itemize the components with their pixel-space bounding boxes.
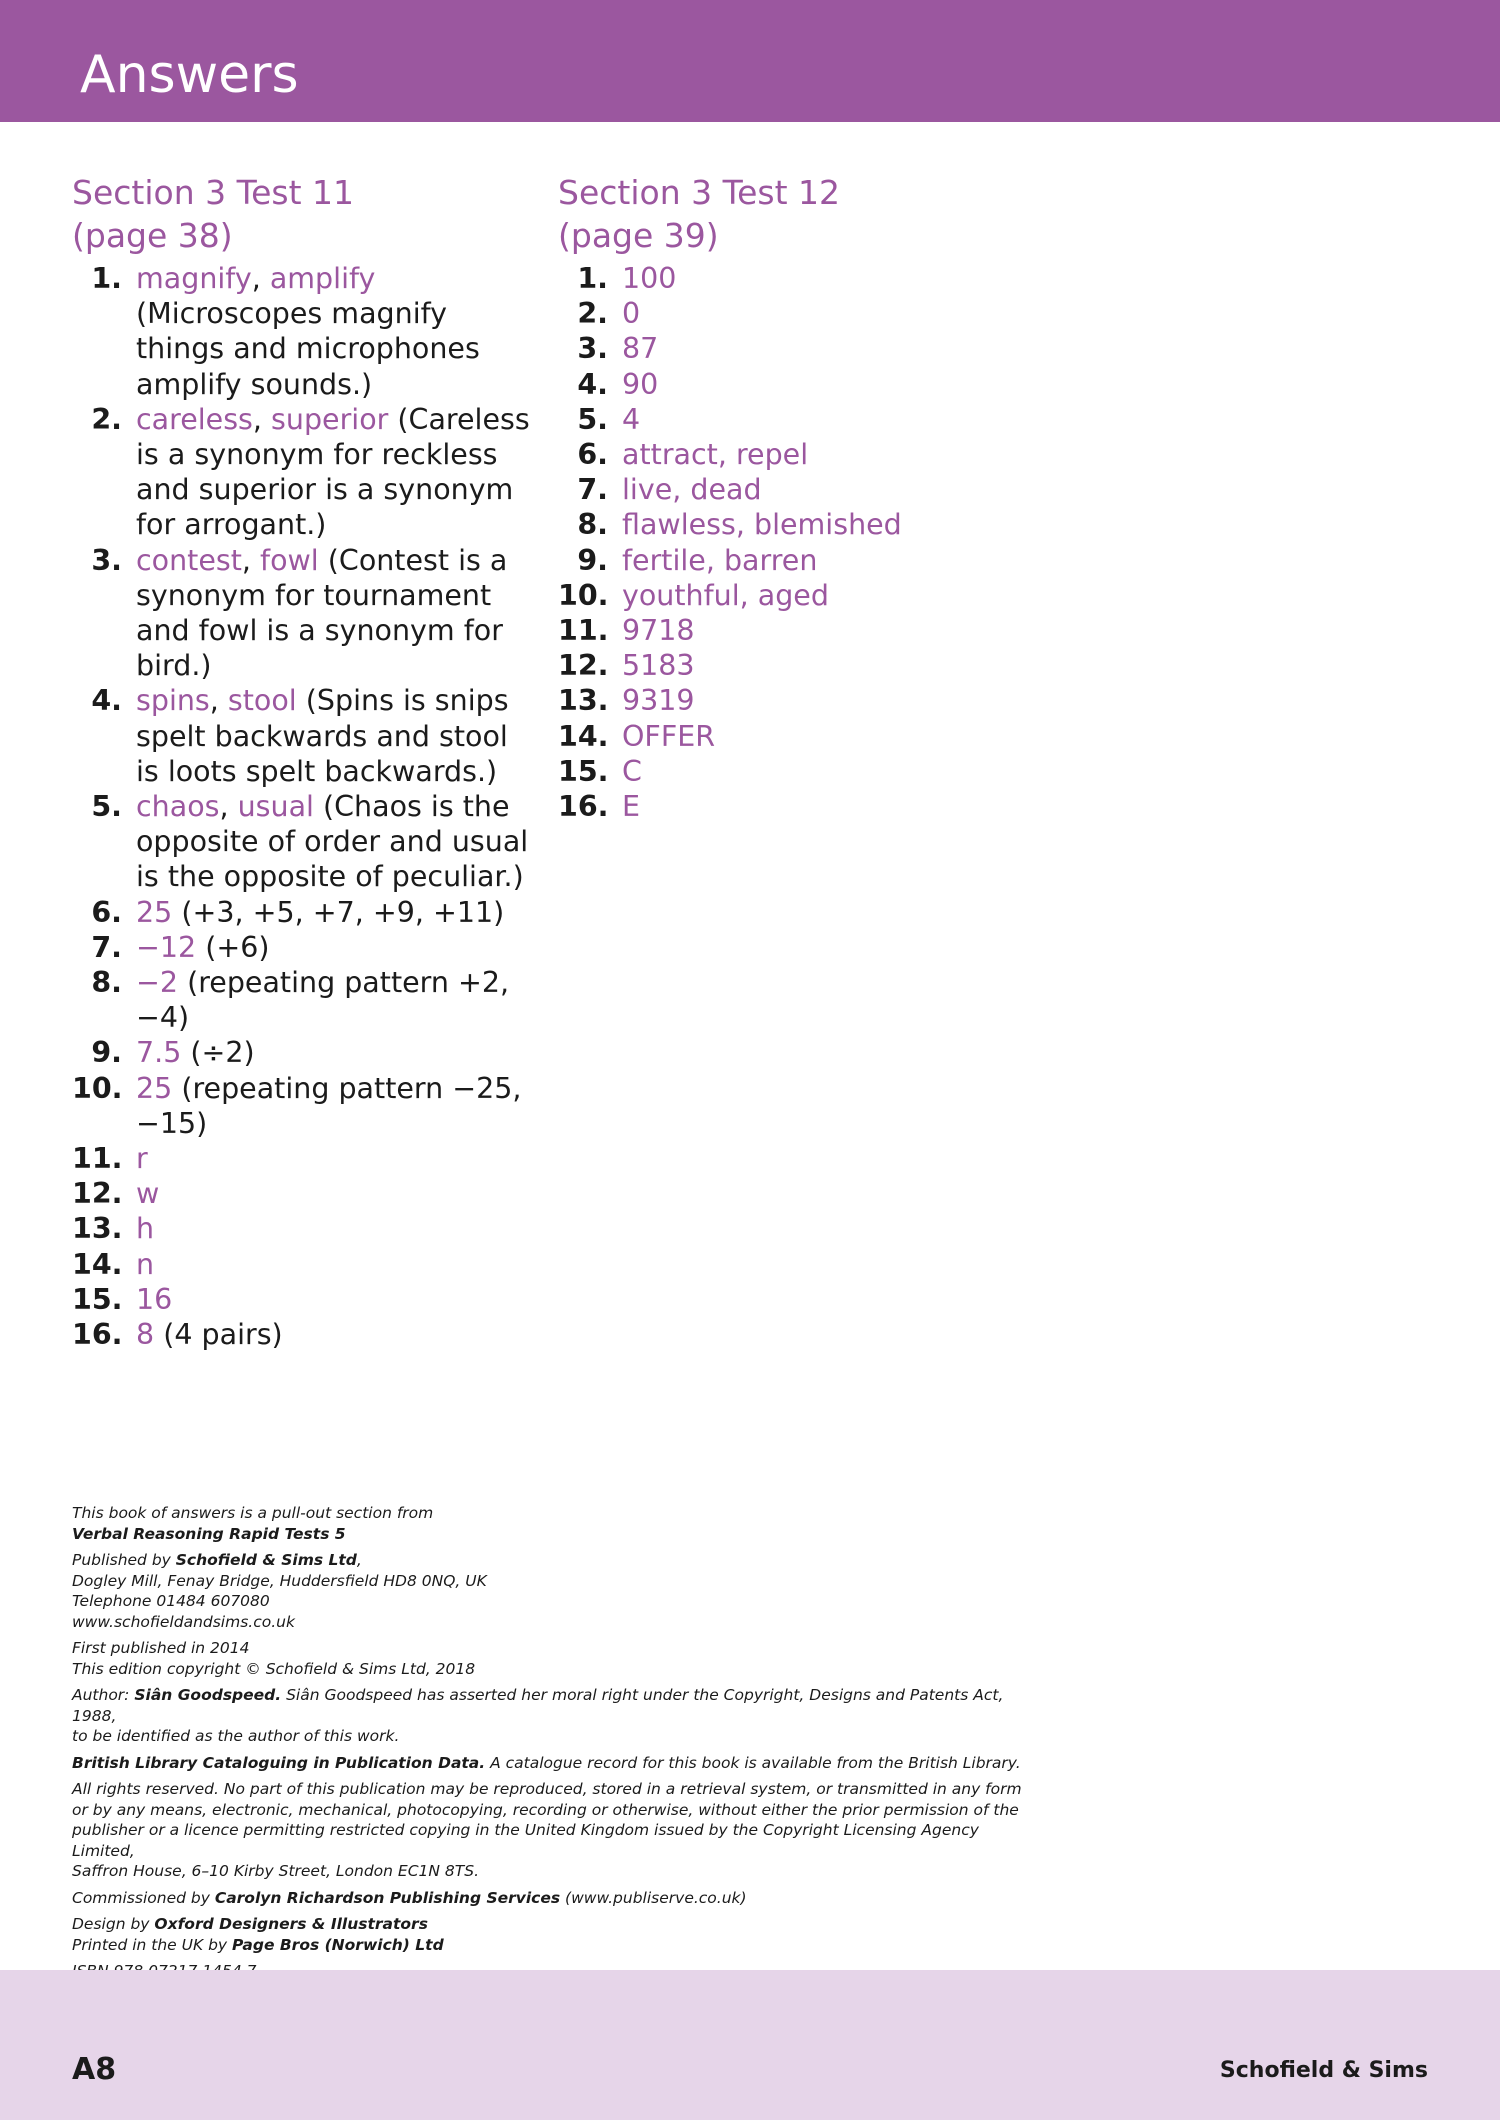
imprint-bold-text: Carolyn Richardson Publishing Services bbox=[214, 1888, 561, 1907]
answer-term: C bbox=[622, 754, 642, 788]
section-title: Section 3 Test 11 bbox=[72, 173, 355, 212]
answer-number: 15. bbox=[558, 754, 609, 788]
answer-term: 16 bbox=[136, 1282, 173, 1316]
section-test-12 bbox=[558, 168, 958, 824]
imprint-text: Design by bbox=[72, 1915, 155, 1933]
answer-term: 4 bbox=[622, 402, 641, 436]
imprint-text: This book of answers is a pull-out section from bbox=[72, 1504, 434, 1522]
publisher-logo-text: Schofield & Sims bbox=[1219, 2058, 1428, 2083]
imprint-block bbox=[72, 1503, 1032, 1988]
answer-term: flawless, blemished bbox=[622, 508, 902, 542]
book-title: Verbal Reasoning Rapid Tests 5 bbox=[72, 1524, 346, 1543]
answer-term: 87 bbox=[622, 332, 659, 366]
imprint-text: to be identified as the author of this work. bbox=[72, 1727, 400, 1745]
answer-list bbox=[558, 261, 958, 824]
answer-number: 9. bbox=[577, 543, 608, 577]
answer-number: 8. bbox=[577, 508, 608, 542]
imprint-text: A catalogue record for this book is available from the British Library. bbox=[485, 1753, 1021, 1772]
imprint-text: Published by bbox=[72, 1551, 176, 1569]
answer-item bbox=[558, 472, 958, 507]
answer-term: live, dead bbox=[622, 473, 762, 507]
imprint-copyright: This edition copyright © Schofield & Sims Ltd, 2018 bbox=[72, 1659, 476, 1678]
answer-number: 6. bbox=[91, 895, 122, 929]
section-heading bbox=[72, 171, 532, 257]
answer-number: 11. bbox=[558, 614, 609, 648]
footer-bar bbox=[0, 1970, 1500, 2120]
imprint-text: or by any means, electronic, mechanical, photocopying, recording or otherwise, without either the prior permission of the bbox=[72, 1800, 1019, 1819]
answer-number: 5. bbox=[91, 790, 122, 824]
answer-term: 9718 bbox=[622, 614, 695, 648]
answer-term: −2 bbox=[136, 966, 179, 1000]
answer-number: 10. bbox=[558, 578, 609, 612]
answer-item bbox=[558, 331, 958, 366]
answer-term: 25 bbox=[136, 895, 173, 929]
answer-item bbox=[558, 543, 958, 578]
answer-item bbox=[558, 683, 958, 718]
imprint-rights bbox=[72, 1779, 1032, 1882]
imprint-text: Printed in the UK by bbox=[72, 1935, 233, 1954]
answer-item bbox=[558, 754, 958, 789]
answer-item bbox=[558, 648, 958, 683]
answer-number: 14. bbox=[72, 1247, 123, 1281]
answer-item bbox=[558, 613, 958, 648]
imprint-source bbox=[72, 1503, 1032, 1544]
answer-explanation: (÷2) bbox=[181, 1036, 255, 1070]
imprint-edition bbox=[72, 1638, 1032, 1679]
answer-term: 100 bbox=[622, 262, 677, 295]
answer-number: 3. bbox=[577, 332, 608, 366]
answer-explanation: (repeating pattern +2, −4) bbox=[136, 966, 510, 1035]
answer-explanation: (Contest is a synonym for tournament and fowl is a synonym for bird.) bbox=[136, 543, 508, 683]
answer-term: attract, repel bbox=[622, 438, 809, 472]
answer-number: 6. bbox=[577, 438, 608, 472]
section-heading bbox=[558, 171, 958, 257]
answer-separator: , bbox=[252, 402, 272, 436]
imprint-bold-text: British Library Cataloguing in Publication Data. bbox=[72, 1753, 486, 1772]
answer-number: 16. bbox=[72, 1318, 123, 1352]
imprint-text: publisher or a licence permitting restricted copying in the United Kingdom issued by the Copyright Licensing Agency Limited, bbox=[72, 1821, 979, 1860]
imprint-text: Saffron House, 6–10 Kirby Street, London EC1N 8TS. bbox=[72, 1862, 480, 1880]
answer-item bbox=[72, 965, 532, 1035]
answer-separator: , bbox=[251, 262, 270, 295]
answer-term: superior bbox=[271, 402, 389, 436]
answer-term: 8 bbox=[136, 1318, 155, 1352]
answer-item bbox=[558, 437, 958, 472]
answer-term: stool bbox=[227, 684, 297, 718]
imprint-text: (www.publiserve.co.uk) bbox=[560, 1888, 747, 1907]
section-page-ref: (page 39) bbox=[558, 216, 719, 255]
imprint-commissioned bbox=[72, 1888, 1032, 1909]
answer-number: 7. bbox=[577, 473, 608, 507]
answer-item bbox=[72, 1071, 532, 1141]
answer-number: 2. bbox=[91, 402, 122, 436]
answer-term: h bbox=[136, 1212, 155, 1246]
imprint-text: Author: bbox=[72, 1686, 135, 1704]
answer-explanation: (Careless is a synonym for reckless and superior is a synonym for arrogant.) bbox=[136, 402, 530, 542]
answer-item bbox=[558, 261, 958, 296]
answer-explanation: (4 pairs) bbox=[154, 1318, 283, 1352]
answer-term: 9319 bbox=[622, 684, 695, 718]
answer-item bbox=[558, 578, 958, 613]
answer-term: 5183 bbox=[622, 649, 695, 683]
answer-term: usual bbox=[237, 790, 314, 824]
page-number: A8 bbox=[72, 2052, 117, 2087]
answer-item bbox=[72, 261, 532, 402]
answer-term: fowl bbox=[260, 543, 319, 577]
answer-term: n bbox=[136, 1247, 155, 1281]
answer-term: careless bbox=[136, 402, 253, 436]
imprint-bold-text: Oxford Designers & Illustrators bbox=[154, 1915, 428, 1933]
page-title: Answers bbox=[80, 45, 299, 105]
answer-item bbox=[558, 367, 958, 402]
answer-separator: , bbox=[209, 684, 228, 718]
answer-item bbox=[72, 1035, 532, 1070]
answer-explanation: (+6) bbox=[196, 930, 270, 964]
answer-number: 10. bbox=[72, 1071, 123, 1105]
imprint-cataloguing bbox=[72, 1753, 1032, 1774]
answer-item bbox=[72, 1247, 532, 1282]
author-name: Siân Goodspeed. bbox=[134, 1686, 282, 1704]
answer-number: 14. bbox=[558, 719, 609, 753]
section-title: Section 3 Test 12 bbox=[558, 173, 841, 212]
answer-term: 7.5 bbox=[136, 1036, 182, 1070]
answer-explanation: (Chaos is the opposite of order and usual is the opposite of peculiar.) bbox=[136, 790, 529, 894]
answer-number: 15. bbox=[72, 1282, 123, 1316]
answer-term: 25 bbox=[136, 1071, 173, 1105]
answer-term: chaos bbox=[136, 790, 220, 824]
answer-item bbox=[72, 683, 532, 789]
answer-item bbox=[72, 1282, 532, 1317]
imprint-text: First published in 2014 bbox=[72, 1639, 250, 1657]
answer-number: 2. bbox=[577, 297, 608, 331]
answer-item bbox=[558, 296, 958, 331]
imprint-text: All rights reserved. No part of this publication may be reproduced, stored in a retrieval system, or transmitted in any form bbox=[72, 1780, 1022, 1798]
answer-explanation: (repeating pattern −25, −15) bbox=[136, 1071, 522, 1140]
imprint-publisher bbox=[72, 1550, 1032, 1632]
imprint-bold-text: Page Bros (Norwich) Ltd bbox=[232, 1935, 444, 1954]
header-banner bbox=[0, 0, 1500, 122]
answer-term: fertile, barren bbox=[622, 543, 818, 577]
answer-item bbox=[558, 402, 958, 437]
answer-number: 9. bbox=[91, 1036, 122, 1070]
answer-number: 13. bbox=[558, 684, 609, 718]
answer-number: 4. bbox=[91, 684, 122, 718]
answer-term: −12 bbox=[136, 930, 197, 964]
answer-term: youthful, aged bbox=[622, 578, 829, 612]
answer-item bbox=[558, 507, 958, 542]
answer-number: 7. bbox=[91, 930, 122, 964]
imprint-text: Siân Goodspeed has asserted her moral right under the Copyright, Designs and Patents Act, 1988, bbox=[72, 1686, 1004, 1725]
answer-number: 16. bbox=[558, 790, 609, 824]
publisher-website: www.schofieldandsims.co.uk bbox=[72, 1612, 295, 1631]
answer-term: contest bbox=[136, 543, 242, 577]
answer-number: 12. bbox=[72, 1177, 123, 1211]
answer-number: 4. bbox=[577, 367, 608, 401]
answer-number: 12. bbox=[558, 649, 609, 683]
answer-term: w bbox=[136, 1177, 160, 1211]
answer-term: OFFER bbox=[622, 719, 716, 753]
answer-item bbox=[72, 789, 532, 895]
answer-term: r bbox=[136, 1142, 148, 1176]
section-test-11 bbox=[72, 168, 532, 1352]
answer-explanation: (Spins is snips spelt backwards and stool is loots spelt backwards.) bbox=[136, 684, 509, 788]
answer-item bbox=[72, 1176, 532, 1211]
answer-item bbox=[72, 1211, 532, 1246]
answer-number: 1. bbox=[577, 262, 608, 295]
imprint-author bbox=[72, 1685, 1032, 1747]
answer-separator: , bbox=[219, 790, 238, 824]
section-page-ref: (page 38) bbox=[72, 216, 233, 255]
answer-term: spins bbox=[136, 684, 210, 718]
answer-term: E bbox=[622, 790, 641, 824]
answer-item bbox=[558, 719, 958, 754]
answer-number: 11. bbox=[72, 1142, 123, 1176]
answer-item bbox=[72, 895, 532, 930]
answer-number: 1. bbox=[91, 262, 122, 295]
answer-item bbox=[558, 789, 958, 824]
imprint-design bbox=[72, 1914, 1032, 1955]
imprint-text: Commissioned by bbox=[72, 1888, 215, 1907]
answer-item bbox=[72, 1317, 532, 1352]
answer-explanation: (Microscopes magnify things and microphones amplify sounds.) bbox=[136, 297, 480, 401]
answer-item bbox=[72, 543, 532, 684]
answer-number: 8. bbox=[91, 966, 122, 1000]
publisher-address: Dogley Mill, Fenay Bridge, Huddersfield HD8 0NQ, UK bbox=[72, 1571, 487, 1590]
answer-number: 5. bbox=[577, 402, 608, 436]
answer-explanation: (+3, +5, +7, +9, +11) bbox=[172, 895, 505, 929]
publisher-phone: Telephone 01484 607080 bbox=[72, 1592, 270, 1610]
answer-term: 0 bbox=[622, 297, 641, 331]
answer-item bbox=[72, 402, 532, 543]
publisher-name: Schofield & Sims Ltd bbox=[175, 1551, 357, 1569]
answer-term: amplify bbox=[269, 262, 376, 295]
answer-term: 90 bbox=[622, 367, 659, 401]
answer-number: 3. bbox=[91, 543, 122, 577]
answer-item bbox=[72, 1141, 532, 1176]
answer-number: 13. bbox=[72, 1212, 123, 1246]
answer-separator: , bbox=[241, 543, 261, 577]
answer-term: magnify bbox=[136, 262, 252, 295]
answer-list bbox=[72, 261, 532, 1352]
answer-item bbox=[72, 930, 532, 965]
imprint-text: , bbox=[356, 1551, 362, 1569]
